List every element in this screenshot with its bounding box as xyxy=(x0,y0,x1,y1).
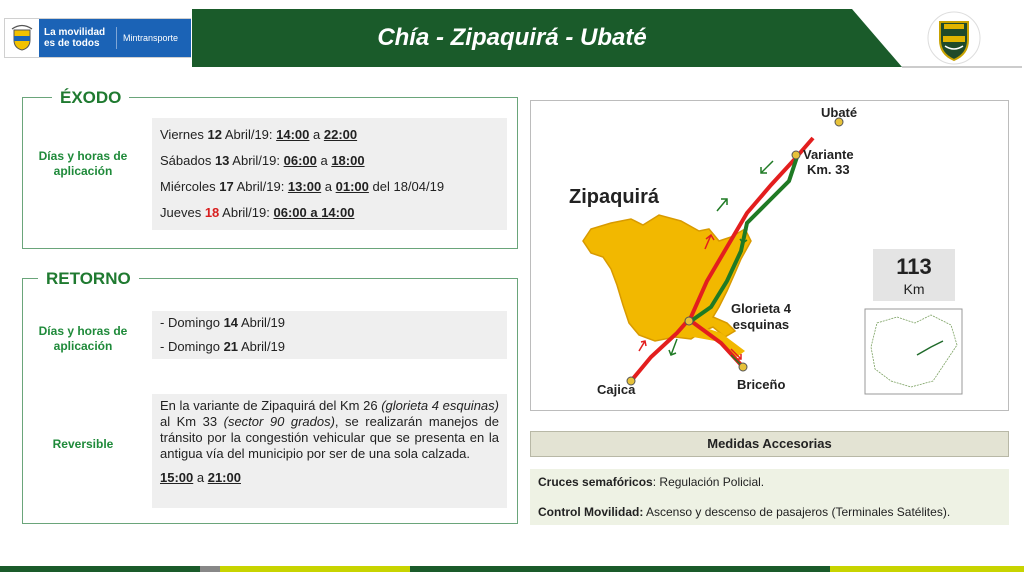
footer-stripe xyxy=(0,566,1024,572)
accesorias-row: Control Movilidad: Ascenso y descenso de pasajeros (Terminales Satélites). xyxy=(538,505,951,519)
ministry-label: Mintransporte xyxy=(123,33,179,43)
retorno-row: - Domingo 21 Abril/19 xyxy=(160,339,286,354)
map-ubate-label: Ubaté xyxy=(821,105,858,120)
coat-of-arms-icon xyxy=(5,19,39,57)
map-variante-label: Variante Km. 33 xyxy=(803,147,854,177)
exodo-row: Sábados 13 Abril/19: 06:00 a 18:00 xyxy=(160,153,365,168)
map-city-label: Zipaquirá xyxy=(569,186,660,208)
reversible-from: 15:00 xyxy=(160,470,194,485)
retorno-days-label: Días y horas de aplicación xyxy=(38,324,128,353)
exodo-row: Viernes 12 Abril/19: 14:00 a 22:00 xyxy=(160,127,358,142)
retorno-schedule xyxy=(152,311,507,359)
reversible-label: Reversible xyxy=(52,437,114,451)
accesorias-row: Cruces semafóricos: Regulación Policial. xyxy=(538,475,765,489)
reversible-to: 21:00 xyxy=(207,470,241,485)
map-cajica-label: Cajica xyxy=(597,382,636,397)
exodo-schedule xyxy=(152,118,507,230)
logo-line-1: La movilidad xyxy=(44,27,106,38)
retorno-row: - Domingo 14 Abril/19 xyxy=(160,315,286,330)
km-unit: Km xyxy=(903,281,925,297)
accesorias-box xyxy=(530,469,1009,525)
route-map xyxy=(530,100,1009,411)
logo-line-2: es de todos xyxy=(44,38,100,49)
map-glorieta-label: Glorieta 4 esquinas xyxy=(731,301,791,332)
zipaquira-zone xyxy=(583,215,751,341)
title-banner xyxy=(192,9,902,67)
exodo-days-label: Días y horas de aplicación xyxy=(38,149,128,178)
km-box xyxy=(873,249,955,301)
retorno-title: RETORNO xyxy=(38,269,139,289)
map-briceno-label: Briceño xyxy=(737,377,786,392)
page-title: Chía - Zipaquirá - Ubaté xyxy=(377,24,647,51)
government-logo xyxy=(4,18,191,58)
exodo-title: ÉXODO xyxy=(52,88,129,108)
exodo-row: Miércoles 17 Abril/19: 13:00 a 01:00 del 18/04/19 xyxy=(160,179,445,194)
exodo-row: Jueves 18 Abril/19: 06:00 a 14:00 xyxy=(160,205,355,220)
police-badge-icon xyxy=(925,10,983,66)
accesorias-header: Medidas Accesorias xyxy=(530,431,1009,457)
reversible-description: En la variante de Zipaquirá del Km 26 (glorieta 4 esquinas) al Km 33 (sector 90 grados), se realizarán manejos de tránsito por la congestión vehicular que se presenta en la antigua vía del municipio por ser de una sola calzada. 15:00 a 21:00 xyxy=(152,394,507,508)
km-value: 113 xyxy=(896,254,932,279)
